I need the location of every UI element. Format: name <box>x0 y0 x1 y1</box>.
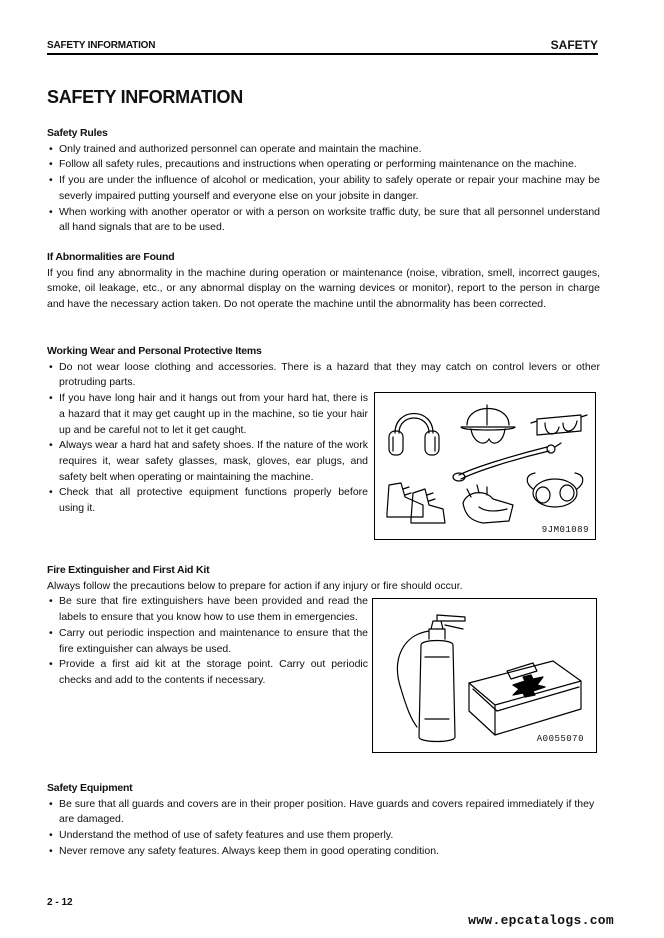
abnormalities-text: If you find any abnormality in the machine during operation or maintenance (noise, vibration, smell, incorrect gauges, smoke, oil leakage, etc., or any abnormal display on the warning devices or monitor), report to the person in charge and have the necessary action taken. Do not operate the machine until the abnormality has been corrected. <box>47 266 600 311</box>
list-item: • Be sure that all guards and covers are in their proper position. Have guards and covers repaired immediately if they are damaged. <box>47 797 600 828</box>
fire-figure-drawing <box>373 599 596 752</box>
list-item: • Provide a first aid kit at the storage point. Carry out periodic checks and add to the contents if necessary. <box>47 657 368 688</box>
page-number: 2 - 12 <box>47 897 73 908</box>
mask-icon <box>527 473 583 507</box>
abnormalities-section <box>47 250 600 313</box>
fire-figure <box>372 598 597 753</box>
fire-figure-code: A0055070 <box>536 734 584 744</box>
safety-rules-section <box>47 126 600 236</box>
list-item: • Follow all safety rules, precautions and instructions when operating or performing maintenance on the machine. <box>47 157 600 173</box>
list-item: • Always wear a hard hat and safety shoes. If the nature of the work requires it, wear safety glasses, mask, gloves, ear plugs, and safety belt when operating or maintaining the machine. <box>47 438 368 485</box>
list-item: • Do not wear loose clothing and accessories. There is a hazard that they may catch on control levers or other protruding parts. <box>47 360 600 391</box>
list-item: • Understand the method of use of safety features and use them properly. <box>47 828 600 844</box>
list-item: • If you are under the influence of alcohol or medication, your ability to safely operate or repair your machine may be severly impaired putting yourself and everyone else on your jobsite in danger. <box>47 173 600 204</box>
safety-rules-heading: Safety Rules <box>47 127 108 139</box>
list-item: • Check that all protective equipment functions properly before using it. <box>47 485 368 516</box>
list-item: • Never remove any safety features. Always keep them in good operating condition. <box>47 844 600 860</box>
list-item: • Carry out periodic inspection and maintenance to ensure that the fire extinguisher can always be used. <box>47 626 368 657</box>
watermark: www.epcatalogs.com <box>468 913 614 928</box>
list-item: • Be sure that fire extinguishers have been provided and read the labels to ensure that you know how to use them in emergencies. <box>47 594 368 625</box>
list-item: • Only trained and authorized personnel can operate and maintain the machine. <box>47 142 600 158</box>
equipment-section <box>47 781 600 860</box>
working-wear-heading: Working Wear and Personal Protective Items <box>47 345 262 357</box>
equipment-heading: Safety Equipment <box>47 782 133 794</box>
list-item: • When working with another operator or with a person on worksite traffic duty, be sure that all personnel understand all hand signals that are to be used. <box>47 205 600 236</box>
abnormalities-heading: If Abnormalities are Found <box>47 251 175 263</box>
fire-intro: Always follow the precautions below to prepare for action if any injury or fire should occur. <box>47 579 463 592</box>
running-header-left: SAFETY INFORMATION <box>47 40 156 51</box>
ppe-figure <box>374 392 596 540</box>
list-item: • If you have long hair and it hangs out from your hard hat, there is a hazard that it may get caught up in the machine, so tie your hair up and be careful not to let it get caught. <box>47 391 368 438</box>
safety-boots-icon <box>387 483 445 523</box>
safety-belt-icon <box>453 443 561 481</box>
fire-heading: Fire Extinguisher and First Aid Kit <box>47 564 210 576</box>
ppe-figure-drawing <box>375 393 595 539</box>
safety-rules-list <box>47 142 600 236</box>
ppe-figure-code: 9JM01089 <box>541 525 589 535</box>
earmuffs-icon <box>389 414 439 456</box>
page-title: SAFETY INFORMATION <box>47 87 243 107</box>
equipment-list <box>47 797 600 860</box>
safety-glasses-icon <box>531 415 587 435</box>
hard-hat-icon <box>461 405 515 443</box>
header-rule <box>47 53 598 55</box>
first-aid-kit-icon <box>469 661 581 735</box>
fire-list <box>47 594 368 688</box>
gloves-icon <box>463 485 513 523</box>
fire-extinguisher-icon <box>397 615 465 742</box>
running-header-right: SAFETY <box>550 38 598 52</box>
